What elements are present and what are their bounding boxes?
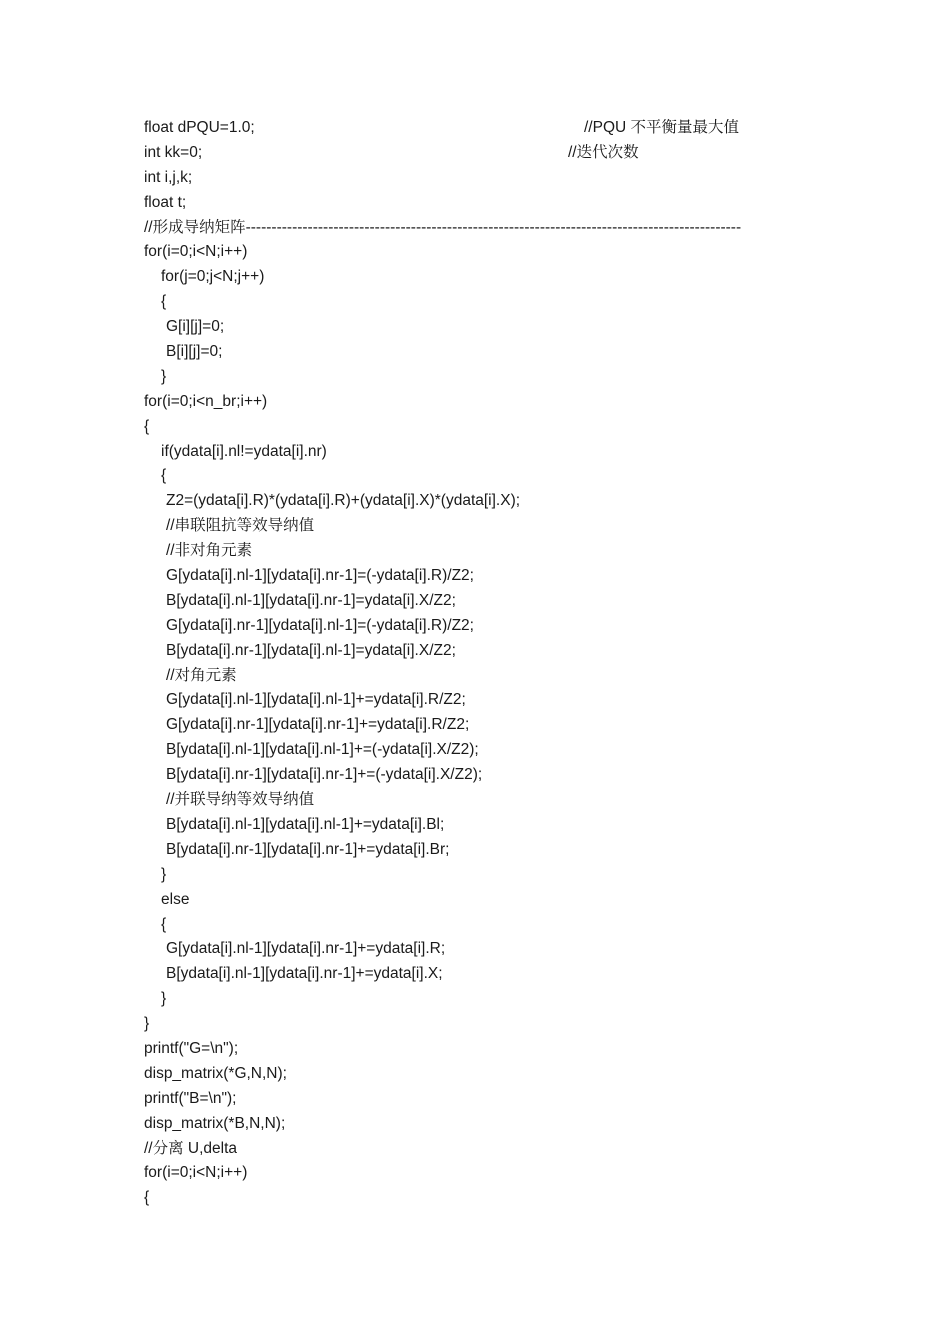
code-line: B[ydata[i].nr-1][ydata[i].nr-1]+=(-ydata[i].X/Z2); — [166, 766, 483, 784]
code-comment-line: //串联阻抗等效导纳值 — [166, 517, 315, 535]
code-line: { — [161, 915, 167, 933]
code-line: int i,j,k; — [144, 168, 193, 186]
code-line: { — [144, 417, 150, 435]
code-line: { — [161, 467, 167, 485]
code-line: float t; — [144, 193, 187, 211]
code-comment-line: //非对角元素 — [166, 542, 253, 560]
code-block — [144, 116, 824, 1211]
code-line — [144, 141, 824, 166]
code-comment: //迭代次数 — [568, 143, 639, 161]
code-line: B[ydata[i].nl-1][ydata[i].nl-1]+=ydata[i].Bl; — [166, 815, 445, 833]
code-line: disp_matrix(*B,N,N); — [144, 1114, 286, 1132]
code-comment-line: //对角元素 — [166, 666, 237, 684]
code-line: Z2=(ydata[i].R)*(ydata[i].R)+(ydata[i].X)*(ydata[i].X); — [166, 492, 521, 510]
code-line: for(i=0;i<N;i++) — [144, 1164, 248, 1182]
code-line: G[ydata[i].nl-1][ydata[i].nr-1]=(-ydata[i].R)/Z2; — [166, 567, 474, 585]
code-line: B[ydata[i].nl-1][ydata[i].nr-1]=ydata[i].X/Z2; — [166, 591, 456, 609]
code-line: else — [161, 890, 190, 908]
code-comment-line: //并联导纳等效导纳值 — [166, 791, 315, 809]
code-comment: //PQU 不平衡量最大值 — [584, 119, 740, 136]
code-line: G[i][j]=0; — [166, 318, 225, 336]
code-text: float dPQU=1.0; — [144, 119, 255, 136]
code-line: B[ydata[i].nr-1][ydata[i].nl-1]=ydata[i].X/Z2; — [166, 641, 456, 659]
code-text: int kk=0; — [144, 143, 203, 161]
code-line: G[ydata[i].nl-1][ydata[i].nl-1]+=ydata[i].R/Z2; — [166, 691, 466, 709]
code-line: B[ydata[i].nl-1][ydata[i].nl-1]+=(-ydata[i].X/Z2); — [166, 741, 479, 759]
code-line: if(ydata[i].nl!=ydata[i].nr) — [161, 442, 327, 460]
code-line: G[ydata[i].nl-1][ydata[i].nr-1]+=ydata[i].R; — [166, 940, 446, 958]
code-line: { — [161, 293, 167, 311]
code-line: printf("G=\n"); — [144, 1039, 239, 1057]
code-line: for(j=0;j<N;j++) — [161, 268, 265, 286]
code-line: } — [161, 990, 167, 1008]
code-line: G[ydata[i].nr-1][ydata[i].nr-1]+=ydata[i].R/Z2; — [166, 716, 470, 734]
code-line: disp_matrix(*G,N,N); — [144, 1064, 287, 1082]
code-line — [144, 116, 824, 141]
code-line: } — [161, 865, 167, 883]
code-line: } — [161, 367, 167, 385]
code-line: G[ydata[i].nr-1][ydata[i].nl-1]=(-ydata[i].R)/Z2; — [166, 616, 474, 634]
code-line: B[ydata[i].nl-1][ydata[i].nr-1]+=ydata[i].X; — [166, 965, 443, 983]
code-line: printf("B=\n"); — [144, 1089, 237, 1107]
code-line: for(i=0;i<n_br;i++) — [144, 392, 268, 410]
code-line: B[i][j]=0; — [166, 343, 223, 361]
code-line: B[ydata[i].nr-1][ydata[i].nr-1]+=ydata[i].Br; — [166, 840, 450, 858]
code-comment-line: //形成导纳矩阵------------------------------------------------------------------------------------------------ — [144, 218, 742, 236]
code-line: { — [144, 1189, 150, 1207]
code-comment-line: //分离 U,delta — [144, 1139, 238, 1157]
code-line: for(i=0;i<N;i++) — [144, 243, 248, 261]
code-line: } — [144, 1015, 150, 1033]
